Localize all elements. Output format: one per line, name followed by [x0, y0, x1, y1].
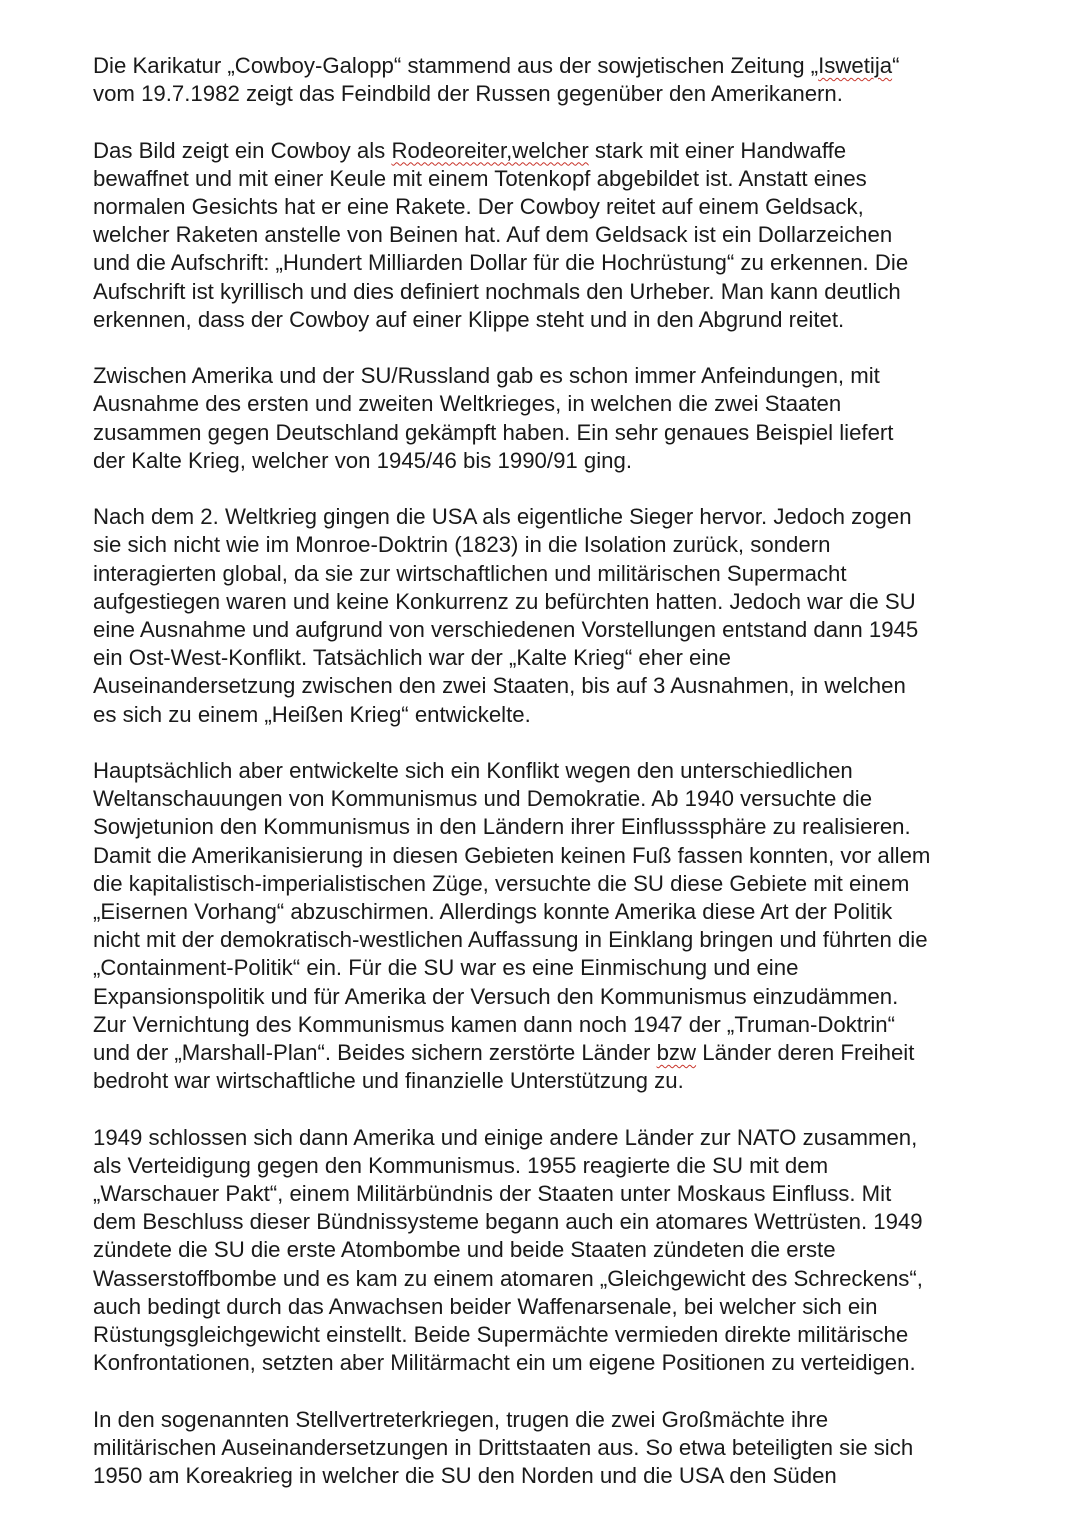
- text-segment: Die Karikatur „Cowboy-Galopp“ stammend aus der sowjetischen Zeitung „: [93, 53, 819, 78]
- text-segment: normalen Gesichts hat er eine Rakete. Der Cowboy reitet auf einem Geldsack,: [93, 194, 864, 219]
- text-line: [93, 1208, 1023, 1236]
- text-line: [93, 785, 1023, 813]
- text-line: [93, 926, 1023, 954]
- text-line: [93, 1236, 1023, 1264]
- text-segment: es sich zu einem „Heißen Krieg“ entwickelte.: [93, 701, 531, 727]
- text-line: [93, 1152, 1023, 1180]
- text-line: [93, 1462, 1023, 1490]
- text-line: [93, 390, 1023, 418]
- spellcheck-flagged-word: Iswetija: [818, 53, 893, 78]
- text-line: [93, 701, 1023, 729]
- text-line: [93, 80, 1023, 108]
- text-line: [93, 644, 1023, 672]
- text-line: [93, 249, 1023, 277]
- text-line: [93, 531, 1023, 559]
- text-line: [93, 1039, 1023, 1067]
- document-body: [93, 52, 1023, 1518]
- text-segment: Hauptsächlich aber entwickelte sich ein Konflikt wegen den unterschiedlichen: [93, 758, 853, 784]
- text-segment: 1950 am Koreakrieg in welcher die SU den Norden und die USA den Süden: [93, 1463, 837, 1489]
- text-segment: „Containment-Politik“ ein. Für die SU war es eine Einmischung und eine: [93, 955, 799, 981]
- text-line: [93, 1293, 1023, 1321]
- text-line: [93, 1011, 1023, 1039]
- text-line: [93, 221, 1023, 249]
- text-line: [93, 1321, 1023, 1349]
- text-line: [93, 1406, 1023, 1434]
- text-segment: Sowjetunion den Kommunismus in den Ländern ihrer Einflusssphäre zu realisieren.: [93, 814, 911, 840]
- text-line: [93, 616, 1023, 644]
- text-segment: ein Ost-West-Konflikt. Tatsächlich war der „Kalte Krieg“ eher eine: [93, 645, 731, 671]
- text-segment: Auseinandersetzung zwischen den zwei Staaten, bis auf 3 Ausnahmen, in welchen: [93, 673, 906, 699]
- paragraph: [93, 52, 1023, 108]
- text-line: [93, 137, 1023, 165]
- paragraph: [93, 1124, 1023, 1378]
- text-segment: zusammen gegen Deutschland gekämpft haben. Ein sehr genaues Beispiel liefert: [93, 419, 894, 445]
- text-segment: auch bedingt durch das Anwachsen beider Waffenarsenale, bei welcher sich ein: [93, 1293, 878, 1319]
- text-segment: 1949 schlossen sich dann Amerika und einige andere Länder zur NATO zusammen,: [93, 1124, 918, 1150]
- text-line: [93, 757, 1023, 785]
- text-segment: militärischen Auseinandersetzungen in Drittstaaten aus. So etwa beteiligten sie sich: [93, 1434, 914, 1460]
- text-segment: interagierten global, da sie zur wirtschaftlichen und militärischen Supermacht: [93, 560, 847, 586]
- text-line: [93, 165, 1023, 193]
- text-segment: erkennen, dass der Cowboy auf einer Klippe steht und in den Abgrund reitet.: [93, 306, 845, 332]
- text-segment: Expansionspolitik und für Amerika der Versuch den Kommunismus einzudämmen.: [93, 983, 899, 1009]
- text-line: [93, 842, 1023, 870]
- text-segment: der Kalte Krieg, welcher von 1945/46 bis 1990/91 ging.: [93, 447, 633, 473]
- text-segment: nicht mit der demokratisch-westlichen Auffassung in Einklang bringen und führten die: [93, 927, 928, 953]
- text-line: [93, 954, 1023, 982]
- text-line: [93, 870, 1023, 898]
- text-line: [93, 1349, 1023, 1377]
- text-segment: zündete die SU die erste Atombombe und beide Staaten zündeten die erste: [93, 1237, 836, 1263]
- text-line: [93, 52, 1023, 80]
- text-line: [93, 362, 1023, 390]
- text-line: [93, 278, 1023, 306]
- text-segment: Weltanschauungen von Kommunismus und Demokratie. Ab 1940 versuchte die: [93, 786, 873, 812]
- text-segment: Nach dem 2. Weltkrieg gingen die USA als eigentliche Sieger hervor. Jedoch zogen: [93, 504, 912, 530]
- paragraph: [93, 362, 1023, 475]
- text-line: [93, 1124, 1023, 1152]
- text-line: [93, 447, 1023, 475]
- text-line: [93, 503, 1023, 531]
- text-line: [93, 983, 1023, 1011]
- text-line: [93, 1067, 1023, 1095]
- paragraph: [93, 137, 1023, 334]
- text-segment: vom 19.7.1982 zeigt das Feindbild der Russen gegenüber den Amerikanern.: [93, 81, 843, 107]
- text-segment: aufgestiegen waren und keine Konkurrenz zu befürchten hatten. Jedoch war die SU: [93, 588, 916, 614]
- text-segment: Damit die Amerikanisierung in diesen Gebieten keinen Fuß fassen konnten, vor allem: [93, 842, 931, 868]
- text-line: [93, 1180, 1023, 1208]
- paragraph: [93, 503, 1023, 729]
- text-line: [93, 306, 1023, 334]
- text-segment: Rüstungsgleichgewicht einstellt. Beide Supermächte vermieden direkte militärische: [93, 1322, 909, 1348]
- text-segment: welcher Raketen anstelle von Beinen hat. Auf dem Geldsack ist ein Dollarzeichen: [93, 222, 893, 248]
- text-line: [93, 1265, 1023, 1293]
- text-line: [93, 588, 1023, 616]
- text-segment: als Verteidigung gegen den Kommunismus. 1955 reagierte die SU mit dem: [93, 1152, 829, 1178]
- text-segment: bewaffnet und mit einer Keule mit einem Totenkopf abgebildet ist. Anstatt eines: [93, 165, 867, 191]
- text-segment: Länder deren Freiheit: [696, 1040, 915, 1066]
- text-segment: dem Beschluss dieser Bündnissysteme begann auch ein atomares Wettrüsten. 1949: [93, 1209, 923, 1235]
- paragraph: [93, 757, 1023, 1095]
- text-segment: „Eisernen Vorhang“ abzuschirmen. Allerdings konnte Amerika diese Art der Politik: [93, 899, 893, 925]
- text-segment: die kapitalistisch-imperialistischen Züge, versuchte die SU diese Gebiete mit einem: [93, 870, 910, 896]
- paragraph: [93, 1406, 1023, 1491]
- text-segment: Konfrontationen, setzten aber Militärmacht ein um eigene Positionen zu verteidigen.: [93, 1350, 916, 1376]
- text-line: [93, 193, 1023, 221]
- text-segment: stark mit einer Handwaffe: [588, 137, 847, 163]
- text-segment: Zur Vernichtung des Kommunismus kamen dann noch 1947 der „Truman-Doktrin“: [93, 1011, 895, 1037]
- text-line: [93, 672, 1023, 700]
- text-line: [93, 813, 1023, 841]
- text-segment: „Warschauer Pakt“, einem Militärbündnis der Staaten unter Moskaus Einfluss. Mit: [93, 1181, 892, 1207]
- text-segment: “: [892, 53, 900, 78]
- text-segment: sie sich nicht wie im Monroe-Doktrin (1823) in die Isolation zurück, sondern: [93, 532, 831, 558]
- text-segment: In den sogenannten Stellvertreterkriegen, trugen die zwei Großmächte ihre: [93, 1406, 829, 1432]
- spellcheck-flagged-word: bzw: [656, 1040, 697, 1066]
- text-segment: und die Aufschrift: „Hundert Milliarden Dollar für die Hochrüstung“ zu erkennen. Die: [93, 250, 909, 276]
- text-line: [93, 898, 1023, 926]
- text-segment: bedroht war wirtschaftliche und finanzielle Unterstützung zu.: [93, 1068, 684, 1094]
- text-segment: eine Ausnahme und aufgrund von verschiedenen Vorstellungen entstand dann 1945: [93, 617, 919, 643]
- text-segment: Wasserstoffbombe und es kam zu einem atomaren „Gleichgewicht des Schreckens“,: [93, 1265, 923, 1291]
- text-line: [93, 1434, 1023, 1462]
- text-segment: Aufschrift ist kyrillisch und dies definiert nochmals den Urheber. Man kann deutlich: [93, 278, 901, 304]
- text-segment: Zwischen Amerika und der SU/Russland gab es schon immer Anfeindungen, mit: [93, 363, 880, 389]
- text-line: [93, 419, 1023, 447]
- spellcheck-flagged-word: Rodeoreiter,welcher: [391, 137, 589, 163]
- text-segment: und der „Marshall-Plan“. Beides sichern zerstörte Länder: [93, 1040, 657, 1066]
- text-segment: Ausnahme des ersten und zweiten Weltkrieges, in welchen die zwei Staaten: [93, 391, 842, 417]
- text-line: [93, 560, 1023, 588]
- text-segment: Das Bild zeigt ein Cowboy als: [93, 137, 392, 163]
